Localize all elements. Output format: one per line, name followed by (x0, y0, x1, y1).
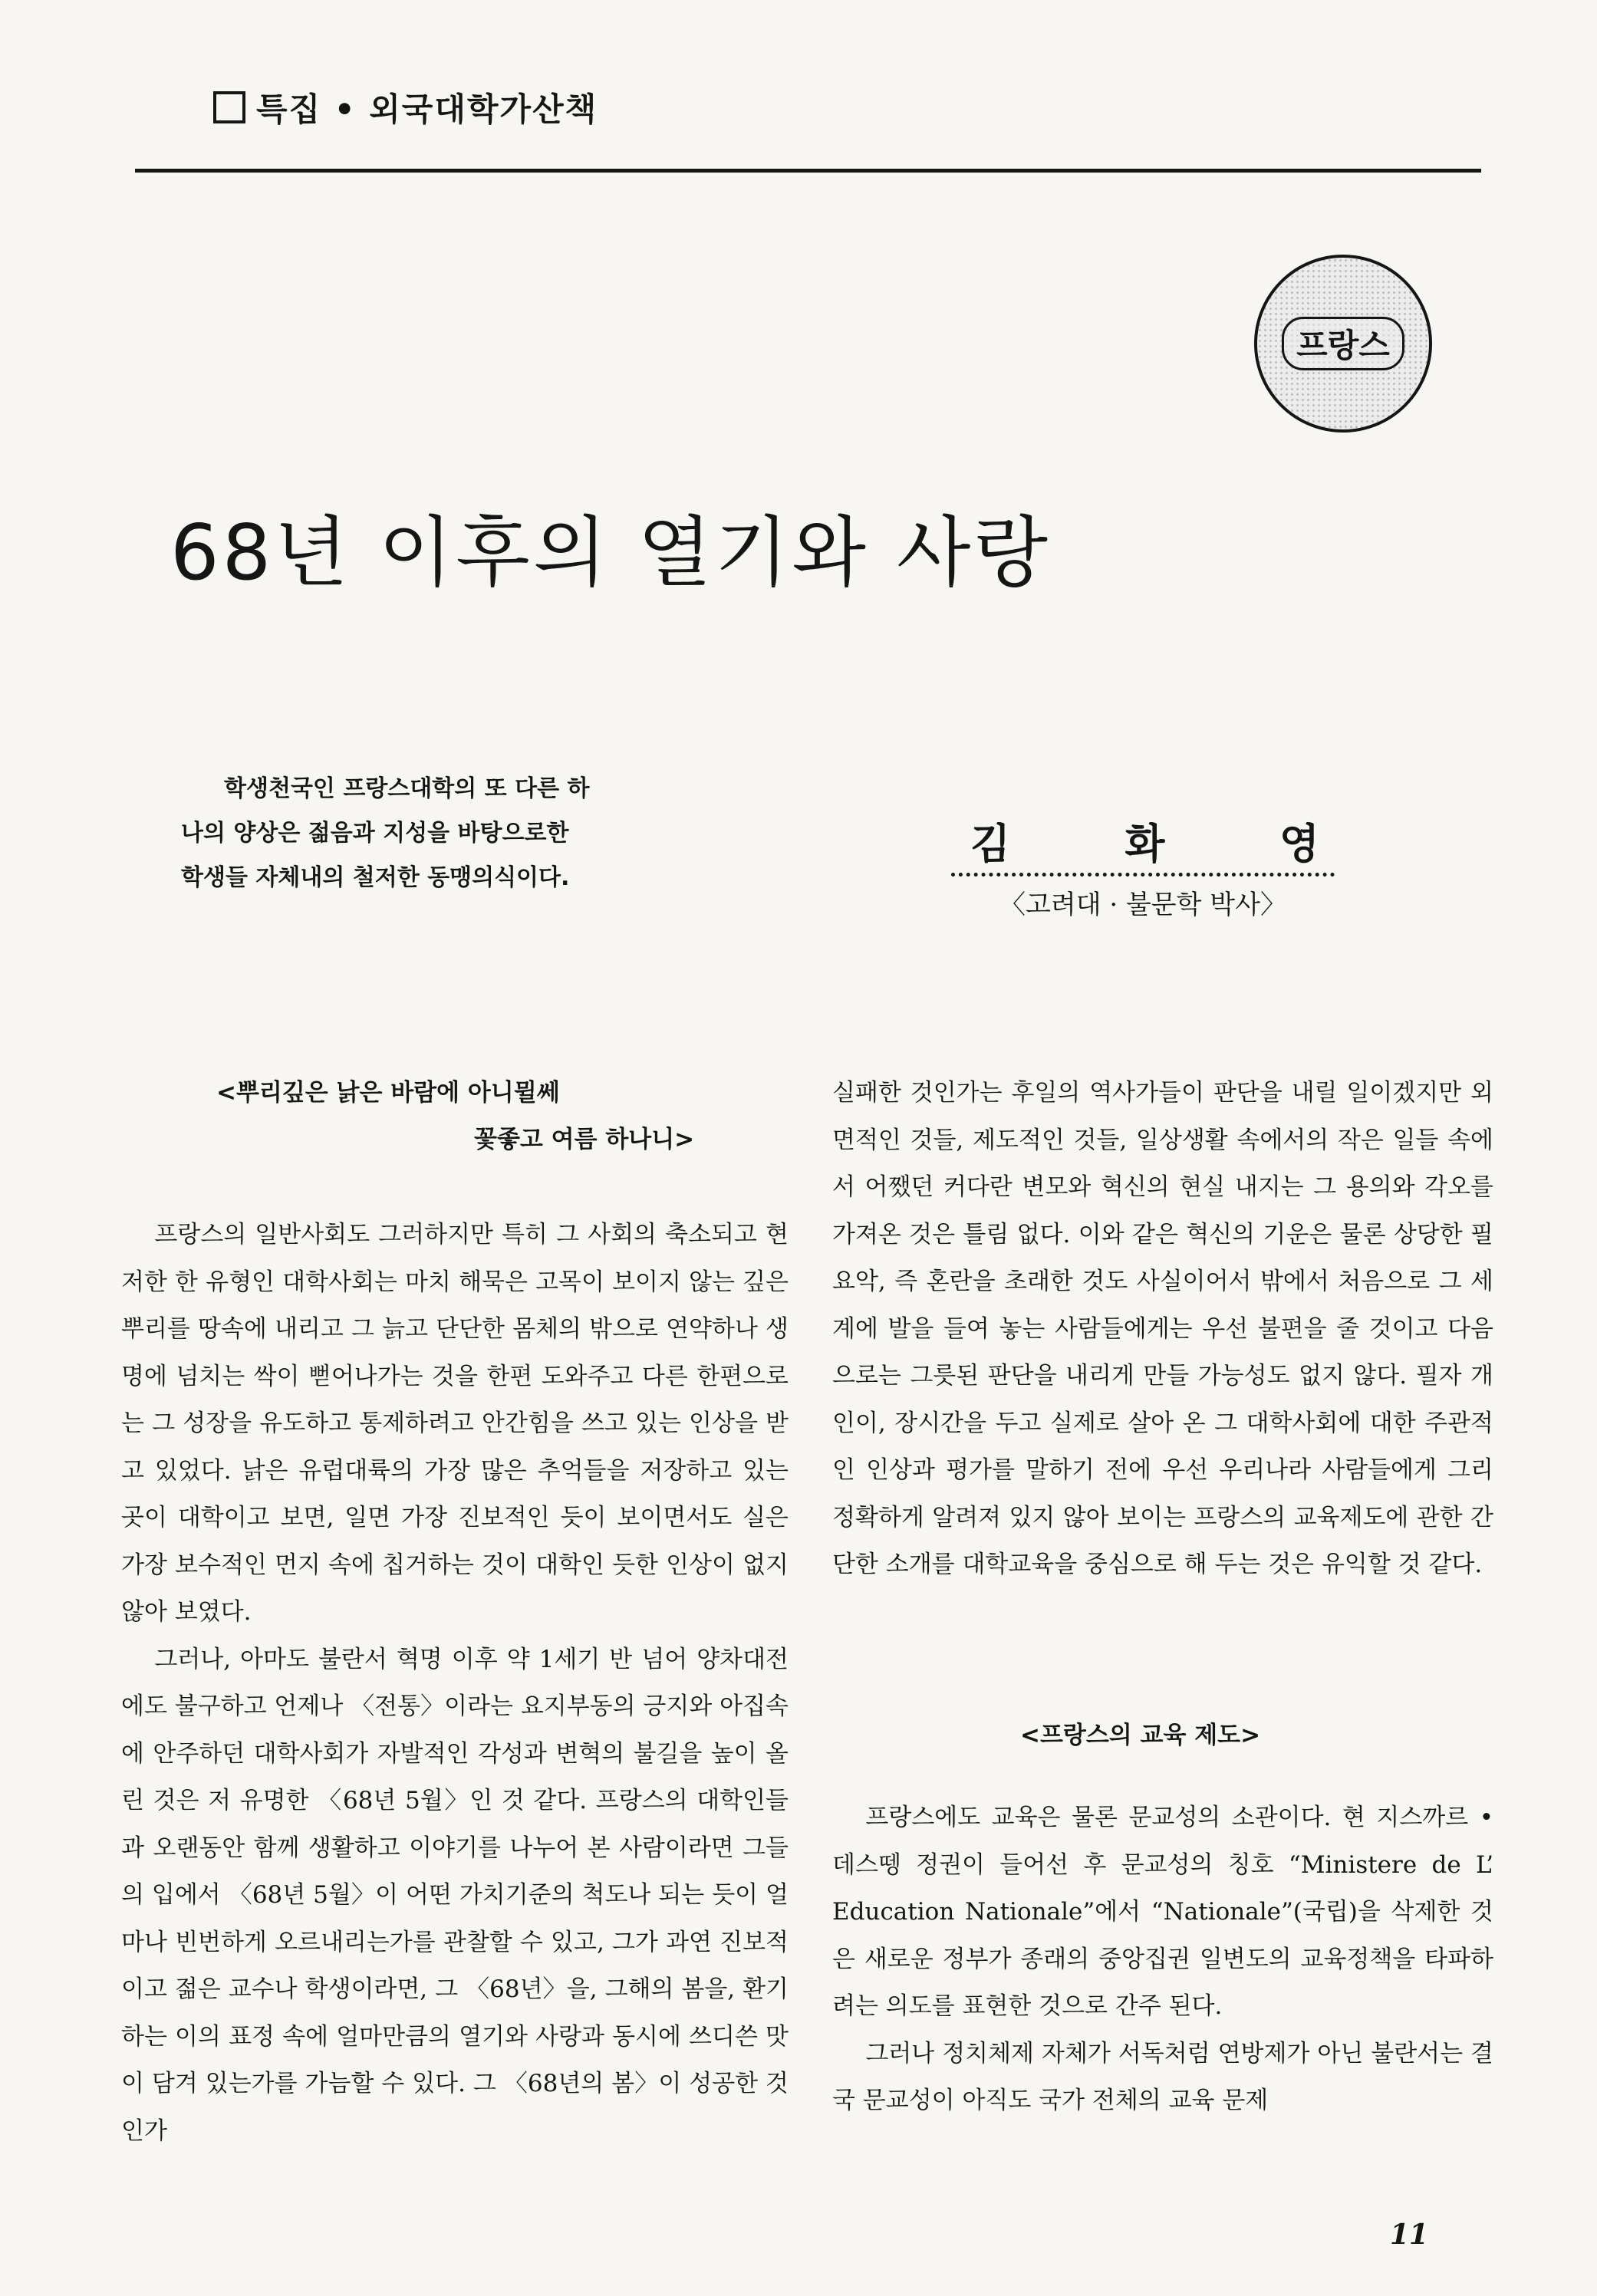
body-paragraph: 실패한 것인가는 후일의 역사가들이 판단을 내릴 일이겠지만 외면적인 것들, 제도적인 것들, 일상생활 속에서의 작은 일들 속에서 어쨌던 커다란 변모와 혁신의 현실 내지는 그 용의와 각오를 가져온 것은 틀림 없다. 이와 같은 혁신의 기운은 물론 상당한 필요악, 즉 혼란을 초래한 것도 사실이어서 밖에서 처음으로 그 세계에 발을 들여 놓는 사람들에게는 우선 불편을 줄 것이고 다음으로는 그릇된 판단을 내리게 만들 가능성도 없지 않다. 필자 개인이, 장시간을 두고 실제로 살아 온 그 대학사회에 대한 주관적인 인상과 평가를 말하기 전에 우선 우리나라 사람들에게 그리 정확하게 알려져 있지 않아 보이는 프랑스의 교육제도에 관한 간단한 소개를 대학교육을 중심으로 해 두는 것은 유익할 것 같다. (832, 1079, 1493, 1578)
body-paragraph: 그러나 정치체제 자체가 서독처럼 연방제가 아닌 불란서는 결국 문교성이 아직도 국가 전체의 교육 문제 (832, 2039, 1493, 2114)
left-subhead-line1: <뿌리깊은 낡은 바람에 아니뮐쎄 (216, 1079, 560, 1107)
right-subhead: <프랑스의 교육 제도> (1020, 1722, 1261, 1749)
lead-line: 학생들 자체내의 철저한 동맹의식이다. (181, 864, 570, 891)
section-label-text: 특집 • 외국대학가산책 (256, 90, 598, 128)
article-title: 68년 이후의 열기와 사랑 (170, 508, 1052, 597)
lead-line: 학생천국인 프랑스대학의 또 다른 하 (224, 775, 590, 802)
section-label (213, 84, 598, 130)
author-name (970, 811, 1319, 870)
country-badge (1254, 255, 1432, 433)
country-badge-label: 프랑스 (1282, 317, 1404, 370)
author-name-char: 영 (1279, 820, 1319, 868)
author-affiliation: 〈고려대 · 불문학 박사〉 (999, 890, 1286, 920)
author-name-char: 화 (1124, 820, 1165, 868)
body-paragraph: 프랑스의 일반사회도 그러하지만 특히 그 사회의 축소되고 현저한 한 유형인 대학사회는 마치 해묵은 고목이 보이지 않는 깊은 뿌리를 땅속에 내리고 그 늙고 단단한 몸체의 밖으로 연약하나 생명에 넘치는 싹이 뻗어나가는 것을 한편 도와주고 다른 한편으로는 그 성장을 유도하고 통제하려고 안간힘을 쓰고 있는 인상을 받고 있었다. 낡은 유럽대륙의 가장 많은 추억들을 저장하고 있는 곳이 대학이고 보면, 일면 가장 진보적인 듯이 보이면서도 실은 가장 보수적인 먼지 속에 칩거하는 것이 대학인 듯한 인상이 없지 않아 보였다. (121, 1221, 789, 1626)
author-name-char: 김 (970, 820, 1011, 868)
author-dotted-rule (951, 873, 1335, 877)
left-subhead-line2: 꽃좋고 여름 하나니> (474, 1126, 695, 1153)
lead-line: 나의 양상은 젊음과 지성을 바탕으로한 (181, 820, 569, 847)
lead-paragraph (181, 767, 657, 900)
right-column-continued (832, 1794, 1493, 2125)
body-paragraph: 그러나, 아마도 불란서 혁명 이후 약 1세기 반 넘어 양차대전에도 불구하고 언제나 〈전통〉이라는 요지부동의 긍지와 아집속에 안주하던 대학사회가 자발적인 각성과 변혁의 불길을 높이 올린 것은 저 유명한 〈68년 5월〉인 것 같다. 프랑스의 대학인들과 오랜동안 함께 생활하고 이야기를 나누어 본 사람이라면 그들의 입에서 〈68년 5월〉이 어떤 가치기준의 척도나 되는 듯이 얼마나 빈번하게 오르내리는가를 관찰할 수 있고, 그가 과연 진보적이고 젊은 교수나 학생이라면, 그 〈68년〉을, 그해의 봄을, 환기하는 이의 표정 속에 얼마만큼의 열기와 사랑과 동시에 쓰디쓴 맛이 담겨 있는가를 가늠할 수 있다. 그 〈68년의 봄〉이 성공한 것인가 (121, 1645, 789, 2145)
checkbox-square-icon (213, 91, 245, 123)
body-paragraph: 프랑스에도 교육은 물론 문교성의 소관이다. 현 지스까르 • 데스뗑 정권이 들어선 후 문교성의 칭호 “Ministere de L’ Education Nationale”에서 “Nationale”(국립)을 삭제한 것은 새로운 정부가 종래의 중앙집권 일변도의 교육정책을 타파하려는 의도를 표현한 것으로 간주 된다. (832, 1804, 1493, 2020)
right-column (832, 1070, 1493, 1589)
header-rule (135, 169, 1481, 173)
page-number: 11 (1390, 2219, 1429, 2251)
left-column (121, 1212, 789, 2155)
